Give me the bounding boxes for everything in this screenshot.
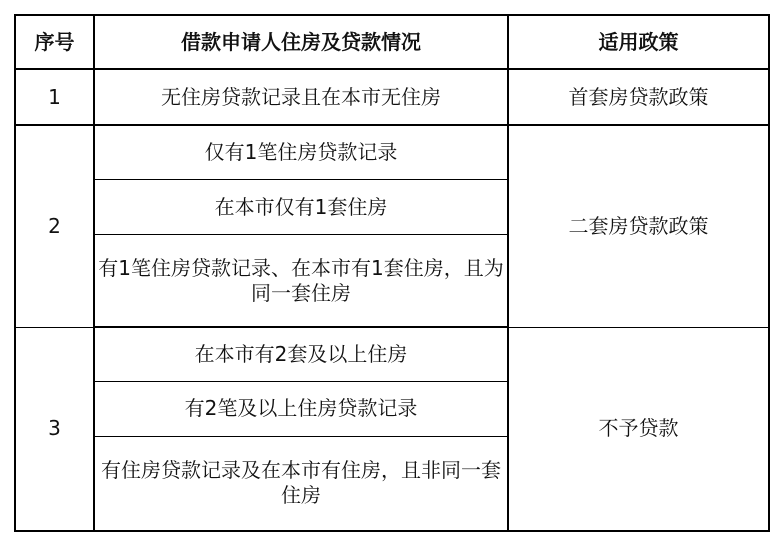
- situation-cell: 有2笔及以上住房贷款记录: [94, 382, 508, 436]
- situation-cell: 仅有1笔住房贷款记录: [94, 125, 508, 179]
- header-policy: 适用政策: [508, 15, 769, 69]
- table-row: [15, 125, 769, 179]
- situation-cell: 无住房贷款记录且在本市无住房: [94, 69, 508, 125]
- header-situation: 借款申请人住房及贷款情况: [94, 15, 508, 69]
- situation-cell: 有住房贷款记录及在本市有住房，且非同一套住房: [94, 436, 508, 531]
- housing-loan-policy-table: [14, 14, 770, 532]
- policy-cell: 二套房贷款政策: [508, 125, 769, 327]
- policy-cell: 不予贷款: [508, 327, 769, 531]
- table-row: [15, 327, 769, 381]
- table-header-row: [15, 15, 769, 69]
- row-index: 3: [15, 327, 94, 531]
- situation-cell: 在本市仅有1套住房: [94, 180, 508, 234]
- table-row: [15, 69, 769, 125]
- row-index: 1: [15, 69, 94, 125]
- situation-cell: 有1笔住房贷款记录、在本市有1套住房，且为同一套住房: [94, 234, 508, 327]
- policy-cell: 首套房贷款政策: [508, 69, 769, 125]
- situation-cell: 在本市有2套及以上住房: [94, 327, 508, 381]
- row-index: 2: [15, 125, 94, 327]
- header-index: 序号: [15, 15, 94, 69]
